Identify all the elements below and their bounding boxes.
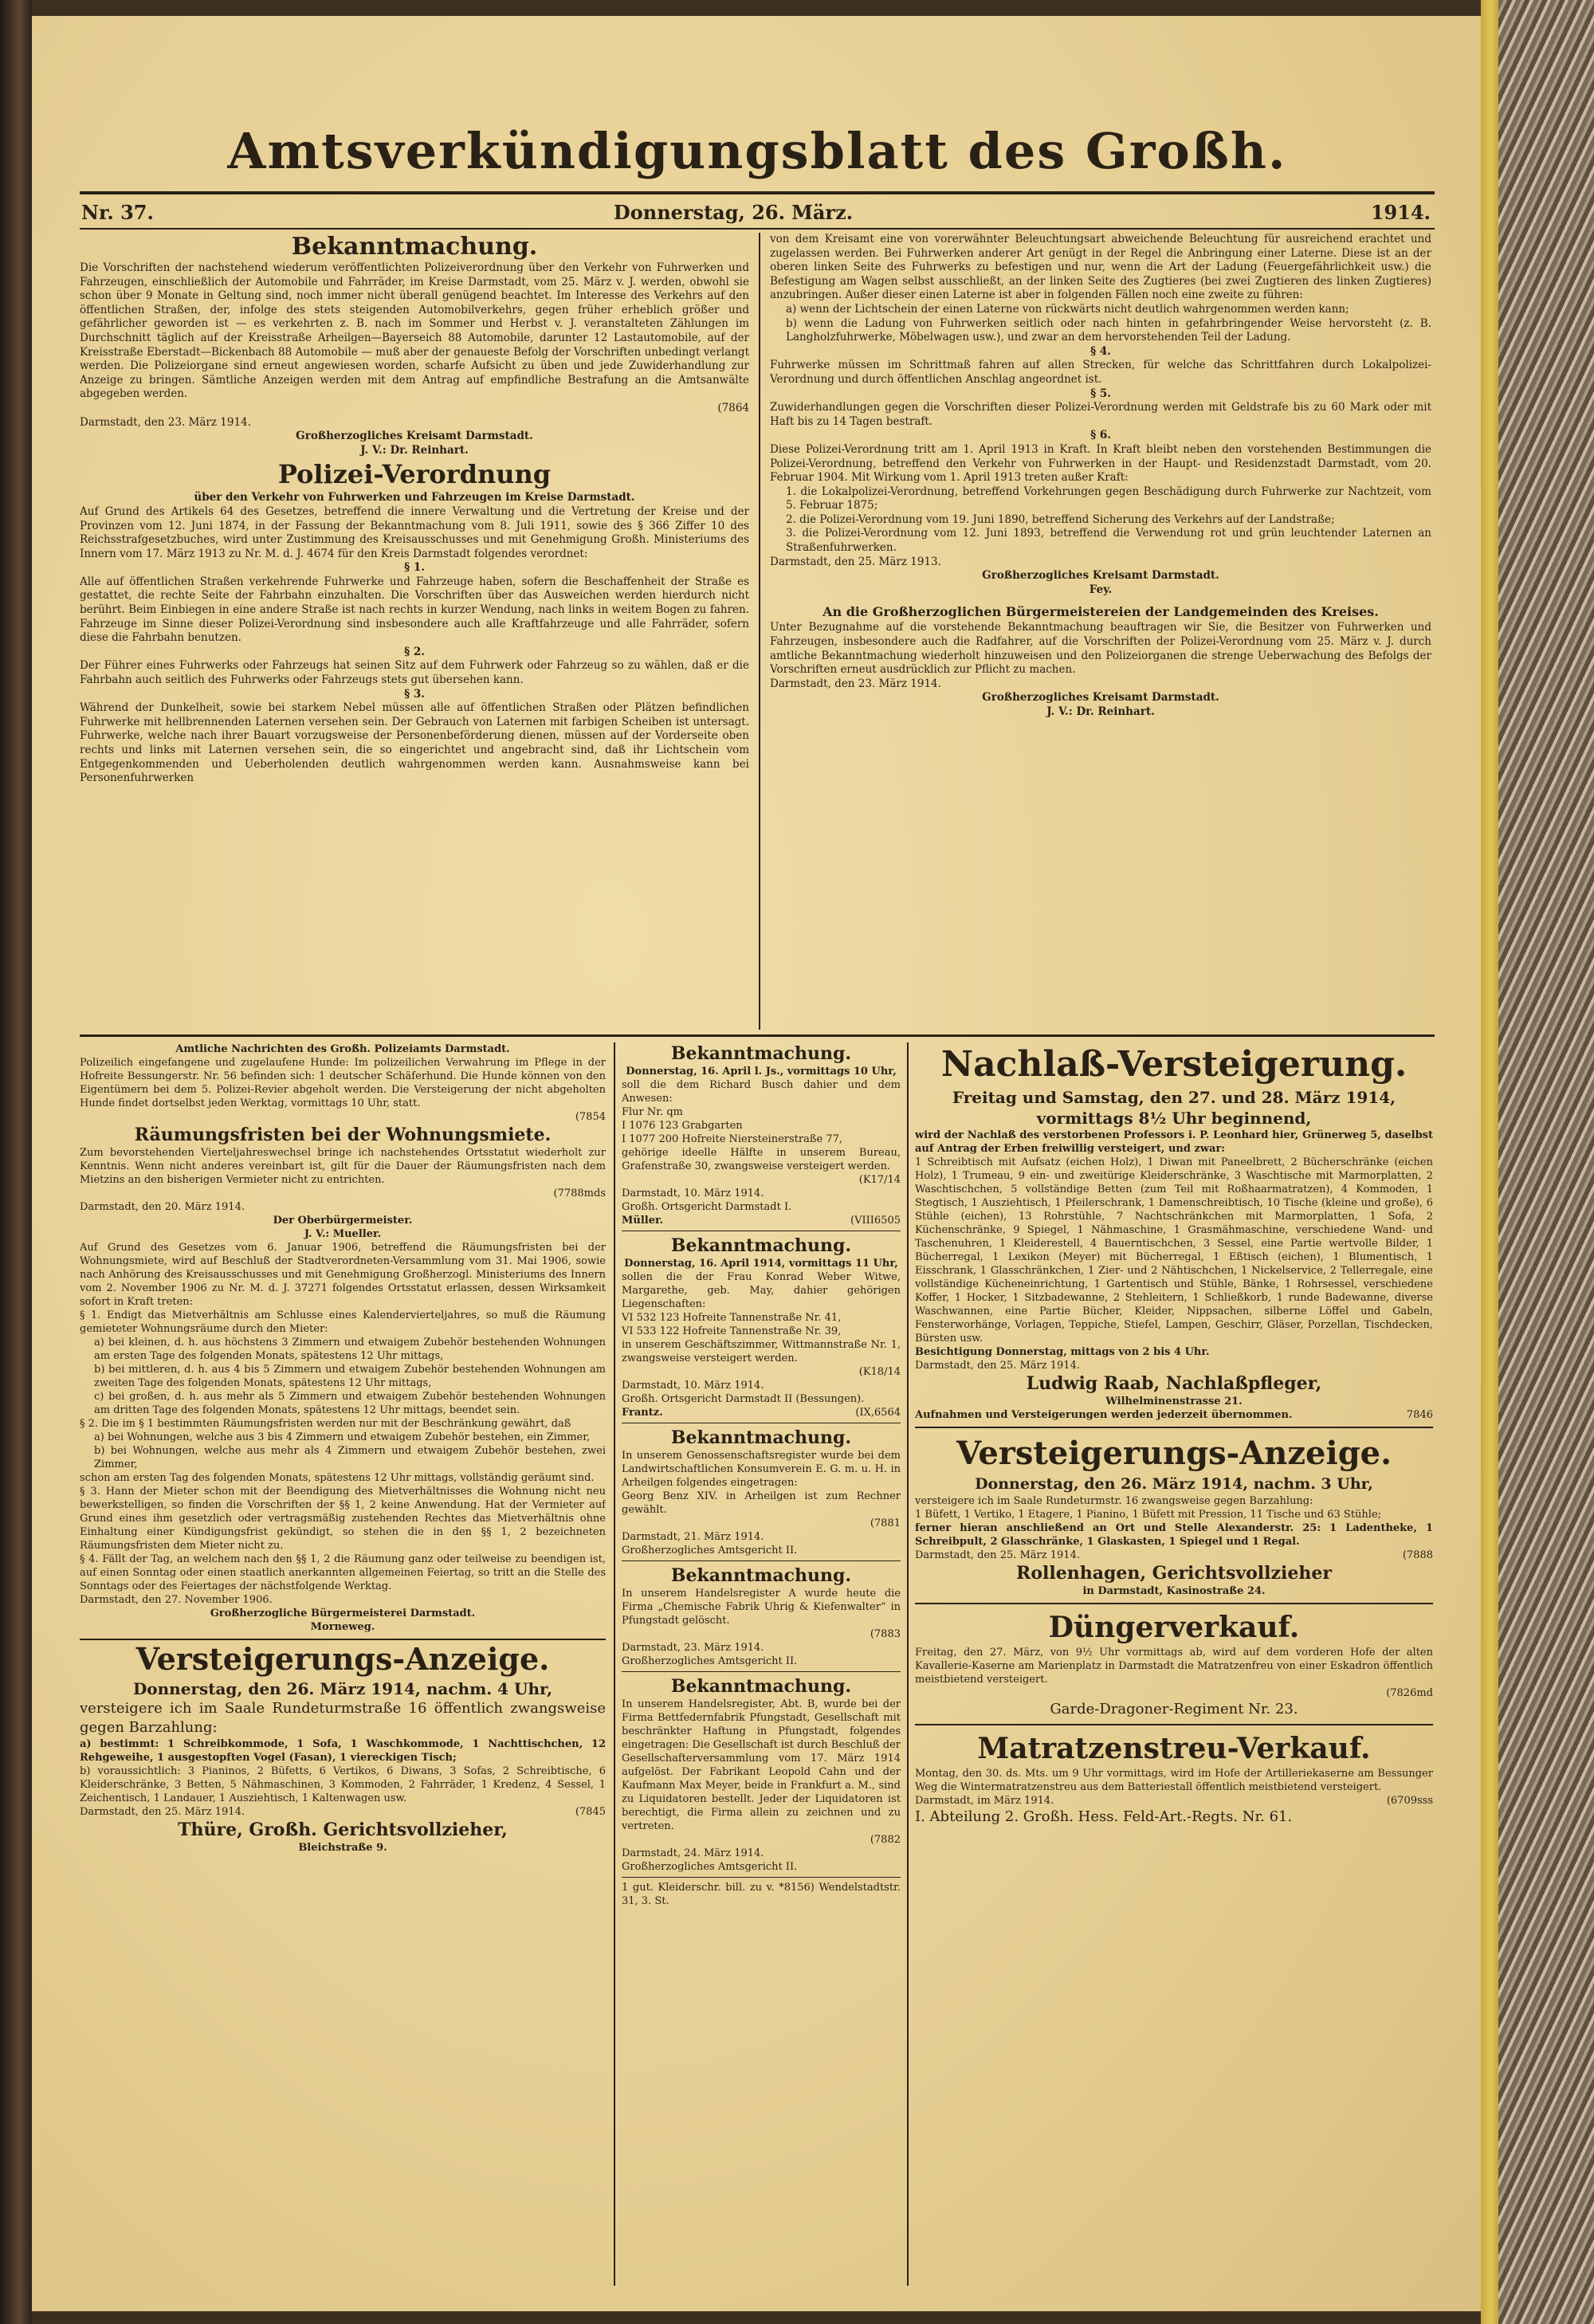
- auction-2-posted: Darmstadt, den 25. März 1914.: [915, 1549, 1080, 1561]
- col2-upper: [770, 233, 1431, 1030]
- auction-ad-posted: Darmstadt, den 25. März 1914.: [80, 1806, 245, 1818]
- register-notice-2-body: In unserem Handelsregister, Abt. B, wurde bei der Firma Bettfedernfabrik Pfungstadt, Gesellschaft mit beschränkter Haftung in Pfungstadt, folgendes eingetragen: Die Gesellschaft ist durch Beschluß der Gesellschafterversammlung vom 17. März 1914 aufgelöst. Der Fabrikant Leopold Cahn und der Kaufmann Max Meyer, beide in Frankfurt a. M., sind zu Liquidatoren bestellt. Jeder der Liquidatoren ist berechtigt, die Firma allein zu zeichnen und zu vertreten.: [622, 1698, 901, 1832]
- estate-auction-note: Aufnahmen und Versteigerungen werden jederzeit übernommen.: [915, 1409, 1293, 1421]
- masthead-title: Amtsverkündigungsblatt des Großh.: [227, 122, 1287, 180]
- mayors-notice-body: Unter Bezugnahme auf die vorstehende Bekanntmachung beauftragen wir Sie, die Besitzer von Fuhrwerken und Fahrzeugen, insbesondere auch die Radfahrer, auf die Vorschriften der Polizei-Verordnung vom 25. März v. J. durch amtliche Bekanntmachung wiederholt hinzuweisen und den Polizeiorganen die strenge Ueberwachung des Befolgs der Vorschriften erneut ausdrücklich zur Pflicht zu machen.: [770, 621, 1431, 677]
- repealed-item-3: 3. die Polizei-Verordnung vom 12. Juni 1893, betreffend die Verwendung rot und grün leuchtender Laternen an Straßenfuhrwerken.: [786, 527, 1431, 555]
- auction-ad-heading: Versteigerungs-Anzeige.: [135, 1641, 550, 1677]
- ordinance-section-2: Der Führer eines Fuhrwerks oder Fahrzeugs hat seinen Sitz auf dem Fuhrwerk oder Fahrzeug so zu wählen, daß er die Fahrbahn auch seitlich des Fuhrwerks oder Fahrzeugs stets gut übersehen kann.: [80, 659, 749, 687]
- land-notice-1-body: soll die dem Richard Busch dahier und dem Anwesen:: [622, 1079, 901, 1105]
- register-notice-1-ref: (7883: [870, 1628, 901, 1640]
- auction-ad-date: Donnerstag, den 26. März 1914, nachm. 4 Uhr,: [132, 1679, 553, 1698]
- estate-auction-signature: Ludwig Raab, Nachlaßpfleger,: [1026, 1373, 1322, 1394]
- statute-section-1a: a) bei kleinen, d. h. aus höchstens 3 Zimmern und etwaigem Zubehör bestehenden Wohnungen am ersten Tage des folgenden Monats, spätestens 12 Uhr mittags,: [94, 1337, 606, 1362]
- mayors-notice-date: Darmstadt, den 23. März 1914.: [770, 677, 941, 690]
- straw-sale-ref: (6709sss: [1386, 1795, 1433, 1807]
- straw-sale-heading: Matratzenstreu-Verkauf.: [977, 1732, 1371, 1765]
- ordinance-preamble: Auf Grund des Artikels 64 des Gesetzes, betreffend die innere Verwaltung und die Vertretung der Kreise und der Provinzen vom 12. Juni 1874, in der Fassung der Bekanntmachung vom 8. Juli 1911, sowie des § 366 Ziffer 10 des Reichsstrafgesetzbuches, wird unter Zustimmung des Kreisausschusses und mit Genehmigung Großh. Ministeriums des Innern vom 17. März 1913 zu Nr. M. d. J. 4674 für den Kreis Darmstadt folgendes verordnet:: [80, 504, 749, 560]
- ordinance-item-a: a) wenn der Lichtschein der einen Laterne von rückwärts nicht deutlich wahrgenommen werden kann;: [786, 302, 1349, 316]
- auction-ad-address: Bleichstraße 9.: [298, 1842, 387, 1854]
- straw-sale-body: Montag, den 30. ds. Mts. um 9 Uhr vormittags, wird im Hofe der Artilleriekaserne am Bessunger Weg die Wintermatratzenstreu aus dem Batteriestall öffentlich meistbietend versteigert.: [915, 1768, 1433, 1793]
- column-divider-upper: [759, 233, 760, 1030]
- notice-heading: Bekanntmachung.: [291, 233, 538, 261]
- col1-upper: [80, 233, 749, 1030]
- land-notice-1-body-2: gehörige ideelle Hälfte in unserem Bureau, Grafenstraße 30, zwangsweise versteigert werden.: [622, 1147, 901, 1172]
- coop-notice-heading: Bekanntmachung.: [670, 1427, 852, 1448]
- land-notice-1-signature-name: Müller.: [622, 1215, 664, 1227]
- issue-number: Nr. 37.: [81, 201, 154, 224]
- colC-lower: [915, 1042, 1433, 2286]
- register-notice-1-body: In unserem Handelsregister A wurde heute die Firma „Chemische Fabrik Uhrig & Kiefenwalter“ in Pfungstadt gelöscht.: [622, 1588, 901, 1627]
- ordinance-section-4-heading: § 4.: [1090, 344, 1111, 358]
- statute-signature: Großherzogliche Bürgermeisterei Darmstadt.: [210, 1608, 476, 1619]
- eviction-ref: (7788mds: [553, 1188, 606, 1199]
- police-news-heading: Amtliche Nachrichten des Großh. Polizeiamts Darmstadt.: [175, 1043, 510, 1055]
- auction-2-body: versteigere ich im Saale Rundeturmstr. 16 zwangsweise gegen Barzahlung:: [915, 1495, 1313, 1507]
- land-notice-1-signature-line: [622, 1214, 901, 1227]
- ordinance-section-2-heading: § 2.: [404, 645, 425, 658]
- land-notice-2-ref: (K18/14: [858, 1366, 901, 1378]
- ordinance-signature: Großherzogliches Kreisamt Darmstadt.: [982, 569, 1219, 583]
- land-row-4: VI 533 122 Hofreite Tannenstraße Nr. 39,: [622, 1325, 842, 1337]
- land-notice-2-date: Donnerstag, 16. April 1914, vormittags 11 Uhr,: [624, 1258, 898, 1270]
- col-qm: qm: [666, 1106, 683, 1118]
- ordinance-date: Darmstadt, den 25. März 1913.: [770, 555, 941, 568]
- auction-ad-date-line: [80, 1805, 606, 1819]
- land-notice-1-ref: (K17/14: [858, 1174, 901, 1186]
- eviction-heading: Räumungsfristen bei der Wohnungsmiete.: [134, 1125, 552, 1145]
- ordinance-subheading: über den Verkehr von Fuhrwerken und Fahrzeugen im Kreise Darmstadt.: [194, 491, 635, 504]
- land-notice-1-posted: Darmstadt, 10. März 1914.: [622, 1188, 764, 1199]
- column-divider-lower-2: [907, 1042, 909, 2286]
- auction-2-items-2: ferner hieran anschließend an Ort und Stelle Alexanderstr. 25: 1 Ladentheke, 1 Schreibpult, 2 Glasschränke, 1 Glaskasten, 1 Spiegel und 1 Regal.: [915, 1522, 1433, 1548]
- ordinance-continued: von dem Kreisamt eine von vorerwähnter Beleuchtungsart abweichende Beleuchtung für ausreichend erachtet und zugelassen werden. Bei Fuhrwerken anderer Art genügt in der Regel die Anbringung einer Laterne. Diese ist an der oberen linken Seite des Fuhrwerks zu befestigen und nur, wenn die Art der Ladung (Feuergefährlichkeit usw.) die Befestigung am Wagen selbst ausschließt, an der linken Seite des Zugtieres (bei zwei Zugtieren des linken Zugtieres) anzubringen. Außer dieser einen Laterne ist aber in folgenden Fällen noch eine zweite zu führen:: [770, 233, 1431, 302]
- mayors-notice-heading: An die Großherzoglichen Bürgermeistereien der Landgemeinden des Kreises.: [823, 604, 1379, 620]
- register-notice-1-heading: Bekanntmachung.: [670, 1565, 852, 1586]
- coop-notice-body: In unserem Genossenschaftsregister wurde bei dem Landwirtschaftlichen Konsumverein E. G. m. u. H. in Arheilgen folgendes eingetragen:: [622, 1450, 901, 1489]
- land-notice-2-body: sollen die der Frau Konrad Weber Witwe, Margarethe, geb. May, dahier gehörigen Liegenschaften:: [622, 1271, 901, 1310]
- eviction-signature-name: J. V.: Mueller.: [304, 1228, 382, 1240]
- eviction-signature: Der Oberbürgermeister.: [273, 1215, 413, 1227]
- ordinance-section-1: Alle auf öffentlichen Straßen verkehrende Fuhrwerke und Fahrzeuge haben, sofern die Beschaffenheit der Straße es gestattet, die rechte Seite der Fahrbahn einzuhalten. Die Vorschriften über das Ausweichen werden hierdurch nicht berührt. Beim Einbiegen in eine andere Straße ist nach rechts in kurzer Wendung, nach links in weitem Bogen zu fahren. Fahrzeuge im Sinne dieser Polizei-Verordnung sind insbesondere auch alle Kraftfahrzeuge und alle Fahrräder, sofern diese die Fahrbahn benutzen.: [80, 575, 749, 645]
- estate-auction-items: 1 Schreibtisch mit Aufsatz (eichen Holz), 1 Diwan mit Paneelbrett, 2 Bücherschränke (eichen Holz), 1 Trumeau, 9 ein- und zweitürige Kleiderschränke, 3 Waschtische mit Marmorplatten, 2 Waschtischchen, 5 vollständige Betten (zum Teil mit Roßhaarmatratzen), 4 Kommoden, 1 Stegtisch, 1 Ausziehtisch, 1 Pfeilerschrank, 1 Damenschreibtisch, 10 Tische (kleine und große), 6 Stühle (eichen), 13 Rohrstühle, 7 Nachtschränkchen mit Marmorplatten, 1 Sofa, 2 Küchenschränke, 9 Spiegel, 1 Nähmaschine, 1 Grasmähmaschine, verschiedene Wand- und Taschenuhren, 1 Kleiderestell, 4 Bauerntischchen, 3 Sessel, eine Partie wertvolle Bilder, 1 Bücherregal, 1 Lexikon (Meyer) mit Bücherregal, 1 Eßtisch (eichen), 1 Blumentisch, 1 Eisschrank, 1 Glasschränkchen, 1 Zier- und 2 Nähtischchen, 1 Nickelservice, 2 Tellerregale, eine vollständige Kücheneinrichtung, 1 Gartentisch und Stühle, Bänke, 1 Rohrsessel, verschiedene Koffer, 1 Hocker, 1 Sitzbadewanne, 2 Stehleitern, 1 Schließkorb, 1 runde Badewanne, diverse Waschwannen, eine Partie Bücher, Kleider, Nippsachen, silberne Löffel und Gabeln, Fensterworhänge, Vorlagen, Teppiche, Stiefel, Lampen, Geschirr, Gläser, Porzellan, Tischdecken, Bürsten usw.: [915, 1156, 1433, 1345]
- notice-body: Die Vorschriften der nachstehend wiederum veröffentlichten Polizeiverordnung über den Verkehr von Fuhrwerken und Fahrzeugen, einschließlich der Automobile und Fahrräder, im Kreise Darmstadt, vom 25. März v. J. werden, obwohl sie schon über 9 Monate in Geltung sind, noch immer nicht überall genügend beachtet. Im Interesse des Verkehrs auf den öffentlichen Straßen, der, infolge des stets steigenden Automobilverkehrs, gegen früher erheblich größer und gefährlicher geworden ist — es verkehrten z. B. nach im Sommer und Herbst v. J. veranstalteten Zählungen im Durchschnitt täglich auf der Kreisstraße Arheilgen—Bayerseich 88 Automobile, darunter 12 Lastautomobile, auf der Kreisstraße Eberstadt—Bickenbach 88 Automobile — muß aber der genaueste Befolg der Vorschriften unbedingt verlangt werden. Die Polizeiorgane sind erneut angewiesen worden, scharfe Aufsicht zu üben und jede Zuwiderhandlung zur Anzeige zu bringen. Sämtliche Anzeigen werden mit dem Antrag auf empfindliche Bestrafung an die Amtsanwälte abgegeben werden.: [80, 261, 749, 401]
- newspaper-page: [32, 16, 1481, 2311]
- auction-2-heading: Versteigerungs-Anzeige.: [956, 1435, 1392, 1472]
- ordinance-section-3: Während der Dunkelheit, sowie bei starkem Nebel müssen alle auf öffentlichen Straßen oder Plätzen befindlichen Fuhrwerke mit hellbrennenden Laternen versehen sein. Der Gebrauch von Laternen mit farbigen Scheiben ist untersagt. Fuhrwerke, welche nach ihrer Bauart vorzugsweise der Personenbeförderung dienen, müssen auf der Vorderseite oben rechts und links mit Laternen versehen sein, die so eingerichtet und angebracht sind, daß ihr Lichtschein vom Entgegenkommenden und Ueberholenden deutlich wahrgenommen werden kann. Ausnahmsweise kann bei Personenfuhrwerken: [80, 701, 749, 785]
- col-flur: Flur: [622, 1106, 644, 1118]
- notice-ref: (7864: [717, 401, 749, 414]
- auction-2-date: Donnerstag, den 26. März 1914, nachm. 3 Uhr,: [975, 1475, 1373, 1493]
- statute-section-1c: c) bei großen, d. h. aus mehr als 5 Zimmern und etwaigem Zubehör bestehenden Wohnungen am dritten Tage des folgenden Monats, spätestens 12 Uhr mittags, beendet sein.: [94, 1391, 606, 1416]
- ordinance-section-6-heading: § 6.: [1090, 429, 1111, 442]
- land-notice-2-signature-line: [622, 1406, 901, 1419]
- statute-signature-name: Morneweg.: [310, 1621, 375, 1633]
- estate-auction-address: Wilhelminenstrasse 21.: [1105, 1396, 1243, 1407]
- colB-lower: [622, 1042, 901, 2286]
- auction-2-items: 1 Büfett, 1 Vertiko, 1 Etagere, 1 Pianino, 1 Büfett mit Pression, 11 Tische und 63 Stühle;: [915, 1509, 1382, 1521]
- statute-preamble: Auf Grund des Gesetzes vom 6. Januar 1906, betreffend die Räumungsfristen bei der Wohnungsmiete, wird auf Beschluß der Stadtverordneten-Versammlung vom 31. Mai 1906, sowie nach Anhörung des Kreisausschusses und mit Genehmigung Großherzogl. Ministeriums des Innern vom 2. November 1906 zu Nr. M. d. J. 37271 folgendes Ortsstatut erlassen, dessen Wirksamkeit sofort in Kraft treten:: [80, 1242, 606, 1308]
- col-nr: Nr.: [646, 1106, 664, 1118]
- coop-notice-body-2: Georg Benz XIV. in Arheilgen ist zum Rechner gewählt.: [622, 1490, 901, 1516]
- eviction-date: Darmstadt, den 20. März 1914.: [80, 1201, 245, 1213]
- statute-section-1: § 1. Endigt das Mietverhältnis am Schlusse eines Kalendervierteljahres, so muß die Räumung gemieteter Wohnungsräume durch den Mieter:: [80, 1309, 606, 1335]
- straw-sale-date-line: [915, 1794, 1433, 1808]
- statute-section-2c: schon am ersten Tag des folgenden Monats, spätestens 12 Uhr mittags, vollständig geräumt sind.: [80, 1472, 595, 1484]
- manure-sale-ref: (7826md: [1386, 1687, 1433, 1699]
- land-notice-1-signature: Großh. Ortsgericht Darmstadt I.: [622, 1201, 792, 1213]
- statute-section-4: § 4. Fällt der Tag, an welchem nach den §§ 1, 2 die Räumung ganz oder teilweise zu beendigen ist, auf einen Sonntag oder einen staatlich anerkannten allgemeinen Feiertag, so tritt an die Stelle des Sonntags oder des Feiertages der nächstfolgende Werktag.: [80, 1553, 606, 1592]
- ordinance-section-3-heading: § 3.: [404, 687, 425, 701]
- land-notice-2-signature-name: Frantz.: [622, 1407, 663, 1419]
- statute-section-2a: a) bei Wohnungen, welche aus 3 bis 4 Zimmern und etwaigem Zubehör bestehen, ein Zimmer,: [94, 1431, 591, 1443]
- register-notice-2-ref: (7882: [870, 1834, 901, 1846]
- auction-ad-items-a: a) bestimmt: 1 Schreibkommode, 1 Sofa, 1 Waschkommode, 1 Nachttischchen, 12 Rehgeweihe, 1 ausgestopften Vogel (Fasan), 1 viereckigen Tisch;: [80, 1738, 606, 1764]
- estate-auction-posted: Darmstadt, den 25. März 1914.: [915, 1360, 1080, 1372]
- auction-2-address: in Darmstadt, Kasinostraße 24.: [1082, 1585, 1266, 1597]
- estate-auction-viewing: Besichtigung Donnerstag, mittags von 2 bis 4 Uhr.: [915, 1346, 1210, 1358]
- auction-2-ref: (7888: [1402, 1549, 1433, 1561]
- statute-section-2b: b) bei Wohnungen, welche aus mehr als 4 Zimmern und etwaigem Zubehör bestehen, zwei Zimmer,: [94, 1445, 606, 1470]
- land-row-3: VI 532 123 Hofreite Tannenstraße Nr. 41,: [622, 1312, 842, 1324]
- auction-2-signature: Rollenhagen, Gerichtsvollzieher: [1016, 1563, 1332, 1584]
- land-notice-2-posted: Darmstadt, 10. März 1914.: [622, 1380, 764, 1392]
- ordinance-section-6: Diese Polizei-Verordnung tritt am 1. April 1913 in Kraft. In Kraft bleibt neben den vorstehenden Bestimmungen die Polizei-Verordnung, betreffend den Verkehr von Fuhrwerken in der Haupt- und Residenzstadt Darmstadt, vom 20. Februar 1904. Mit Wirkung vom 1. April 1913 treten außer Kraft:: [770, 442, 1431, 485]
- land-row-1: I 1076 123 Grabgarten: [622, 1120, 743, 1132]
- mayors-notice-signature: Großherzogliches Kreisamt Darmstadt.: [982, 691, 1219, 705]
- estate-auction-body: wird der Nachlaß des verstorbenen Professors i. P. Leonhard hier, Grünerweg 5, daselbst auf Antrag der Erben freiwillig versteigert, und zwar:: [915, 1129, 1433, 1155]
- land-notice-2-signature: Großh. Ortsgericht Darmstadt II (Bessungen).: [622, 1393, 865, 1405]
- police-news-ref: (7854: [575, 1111, 606, 1123]
- column-divider-lower-1: [614, 1042, 615, 2286]
- estate-auction-heading: Nachlaß-Versteigerung.: [940, 1044, 1408, 1085]
- ordinance-section-5: Zuwiderhandlungen gegen die Vorschriften dieser Polizei-Verordnung werden mit Geldstrafe bis zu 60 Mark oder mit Haft bis zu 14 Tagen bestraft.: [770, 401, 1431, 428]
- straw-sale-posted: Darmstadt, im März 1914.: [915, 1795, 1054, 1807]
- land-notice-1-date: Donnerstag, 16. April l. Js., vormittags 10 Uhr,: [626, 1066, 897, 1078]
- ordinance-section-1-heading: § 1.: [404, 561, 425, 575]
- manure-sale-body: Freitag, den 27. März, von 9½ Uhr vormittags ab, wird auf dem vorderen Hofe der alten Kavallerie-Kaserne am Marienplatz in Darmstadt die Matratzenfreu von einer Eskadron öffentlich meistbietend versteigert.: [915, 1647, 1433, 1686]
- notice-signature-name: J. V.: Dr. Reinhart.: [360, 443, 469, 457]
- ordinance-section-4: Fuhrwerke müssen im Schrittmaß fahren auf allen Strecken, für welche das Schrittfahren durch Lokalpolizei-Verordnung und durch öffentlichen Anschlag angeordnet ist.: [770, 359, 1431, 386]
- auction-ad-signature: Thüre, Großh. Gerichtsvollzieher,: [178, 1820, 508, 1840]
- police-news-body: Polizeilich eingefangene und zugelaufene Hunde: Im polizeilichen Verwahrung im Pflege in der Hofreite Bessungerstr. Nr. 56 befinden sich: 1 deutscher Schäferhund. Die Hunde können von den Eigentümern bei dem 5. Polizei-Revier abgeholt werden. Die Versteigerung der nicht abgeholten Hunde findet dortselbst jeden Werktag, vormittags 10 Uhr, statt.: [80, 1057, 606, 1109]
- register-notice-2-heading: Bekanntmachung.: [670, 1676, 852, 1697]
- notice-date: Darmstadt, den 23. März 1914.: [80, 415, 251, 429]
- masthead-rule-bottom: [80, 228, 1435, 230]
- land-table-header: [622, 1105, 901, 1119]
- book-spine: [0, 0, 32, 2324]
- statute-section-1b: b) bei mittleren, d. h. aus 4 bis 5 Zimmern und etwaigem Zubehör bestehenden Wohnungen am zweiten Tage des folgenden Monats, spätestens 12 Uhr mittags,: [94, 1364, 606, 1389]
- section-divider: [80, 1034, 1435, 1037]
- coop-notice-ref: (7881: [870, 1517, 901, 1529]
- estate-auction-note-line: [915, 1408, 1433, 1422]
- ordinance-signature-name: Fey.: [1089, 583, 1113, 596]
- issue-date: Donnerstag, 26. März.: [613, 201, 854, 224]
- land-notice-2-ref-2: (IX,6564: [855, 1407, 901, 1419]
- register-notice-2-signature: Großherzogliches Amtsgericht II.: [622, 1861, 798, 1873]
- notice-signature: Großherzogliches Kreisamt Darmstadt.: [296, 430, 533, 443]
- land-notice-1-ref-2: (VIII6505: [850, 1215, 901, 1227]
- land-notice-1-heading: Bekanntmachung.: [670, 1043, 852, 1064]
- mayors-notice-signature-name: J. V.: Dr. Reinhart.: [1046, 705, 1155, 718]
- ordinance-section-5-heading: § 5.: [1090, 387, 1111, 400]
- masthead-rule-top: [80, 191, 1435, 194]
- small-ad: 1 gut. Kleiderschr. bill. zu v. *8156) Wendelstadtstr. 31, 3. St.: [622, 1882, 901, 1907]
- auction-ad-ref: (7845: [575, 1806, 606, 1818]
- land-row-2: I 1077 200 Hofreite Niersteinerstraße 77,: [622, 1133, 843, 1145]
- marbled-edge: [1498, 0, 1594, 2324]
- land-notice-2-body-2: in unserem Geschäftszimmer, Wittmannstraße Nr. 1, zwangsweise versteigert werden.: [622, 1339, 901, 1364]
- ordinance-heading: Polizei-Verordnung: [277, 459, 552, 490]
- land-notice-2-heading: Bekanntmachung.: [670, 1235, 852, 1256]
- statute-date: Darmstadt, den 27. November 1906.: [80, 1594, 273, 1606]
- issue-year: 1914.: [1370, 201, 1431, 224]
- auction-ad-items-b: b) voraussichtlich: 3 Pianinos, 2 Büfetts, 6 Vertikos, 6 Diwans, 3 Sofas, 2 Schreibtische, 6 Kleiderschränke, 3 Betten, 5 Nähmaschinen, 3 Kommoden, 2 Fahrräder, 1 Kredenz, 4 Sessel, 1 Zeichentisch, 1 Landauer, 1 Ausziehtisch, 1 Kaltenwagen usw.: [80, 1765, 606, 1804]
- colA-lower: [80, 1042, 606, 2286]
- statute-section-2: § 2. Die im § 1 bestimmten Räumungsfristen werden nur mit der Beschränkung gewährt, daß: [80, 1418, 571, 1430]
- register-notice-1-posted: Darmstadt, 23. März 1914.: [622, 1642, 764, 1654]
- register-notice-2-posted: Darmstadt, 24. März 1914.: [622, 1847, 764, 1859]
- statute-section-3: § 3. Hann der Mieter schon mit der Beendigung des Mietverhältnisses die Wohnung nicht neu bewerkstelligen, so finden die Vorschriften der §§ 1, 2 keine Anwendung. Hat der Vermieter auf Grund eines ihm gesetzlich oder vertragsmäßig zustehenden Rechtes das Mietverhältnis ohne Einhaltung einer Kündigungsfrist gekündigt, so stehen die in den §§ 1, 2 bezeichneten Räumungsfristen dem Mieter nicht zu.: [80, 1486, 606, 1552]
- repealed-item-1: 1. die Lokalpolizei-Verordnung, betreffend Vorkehrungen gegen Beschädigung durch Fuhrwerke zur Nachtzeit, vom 5. Februar 1875;: [786, 485, 1431, 512]
- coop-notice-posted: Darmstadt, 21. März 1914.: [622, 1531, 764, 1543]
- ordinance-item-b: b) wenn die Ladung von Fuhrwerken seitlich oder nach hinten in gefahrbringender Weise hervorsteht (z. B. Langholzfuhrwerke, Möbelwagen usw.), und zwar an dem hervorstehenden Teil der Ladung.: [786, 316, 1431, 344]
- straw-sale-signature: I. Abteilung 2. Großh. Hess. Feld-Art.-Regts. Nr. 61.: [915, 1808, 1293, 1825]
- estate-auction-ref: 7846: [1406, 1409, 1433, 1421]
- auction-2-date-line: [915, 1549, 1433, 1562]
- manure-sale-heading: Düngerverkauf.: [1048, 1611, 1300, 1644]
- manure-sale-signature: Garde-Dragoner-Regiment Nr. 23.: [1050, 1701, 1298, 1717]
- register-notice-1-signature: Großherzogliches Amtsgericht II.: [622, 1655, 798, 1667]
- estate-auction-date: Freitag und Samstag, den 27. und 28. März 1914, vormittags 8½ Uhr beginnend,: [952, 1088, 1396, 1128]
- repealed-item-2: 2. die Polizei-Verordnung vom 19. Juni 1890, betreffend Sicherung des Verkehrs auf der Landstraße;: [786, 512, 1335, 526]
- auction-ad-body: versteigere ich im Saale Rundeturmstraße 16 öffentlich zwangsweise gegen Barzahlung:: [80, 1700, 606, 1736]
- coop-notice-signature: Großherzogliches Amtsgericht II.: [622, 1545, 798, 1557]
- eviction-intro: Zum bevorstehenden Vierteljahreswechsel bringe ich nachstehendes Ortsstatut wiederholt zur Kenntnis. Wenn nicht anderes vereinbart ist, gilt für die Dauer der Räumungsfristen nach dem Mietzins an den bisherigen Vermieter nicht zu entrichten.: [80, 1147, 606, 1186]
